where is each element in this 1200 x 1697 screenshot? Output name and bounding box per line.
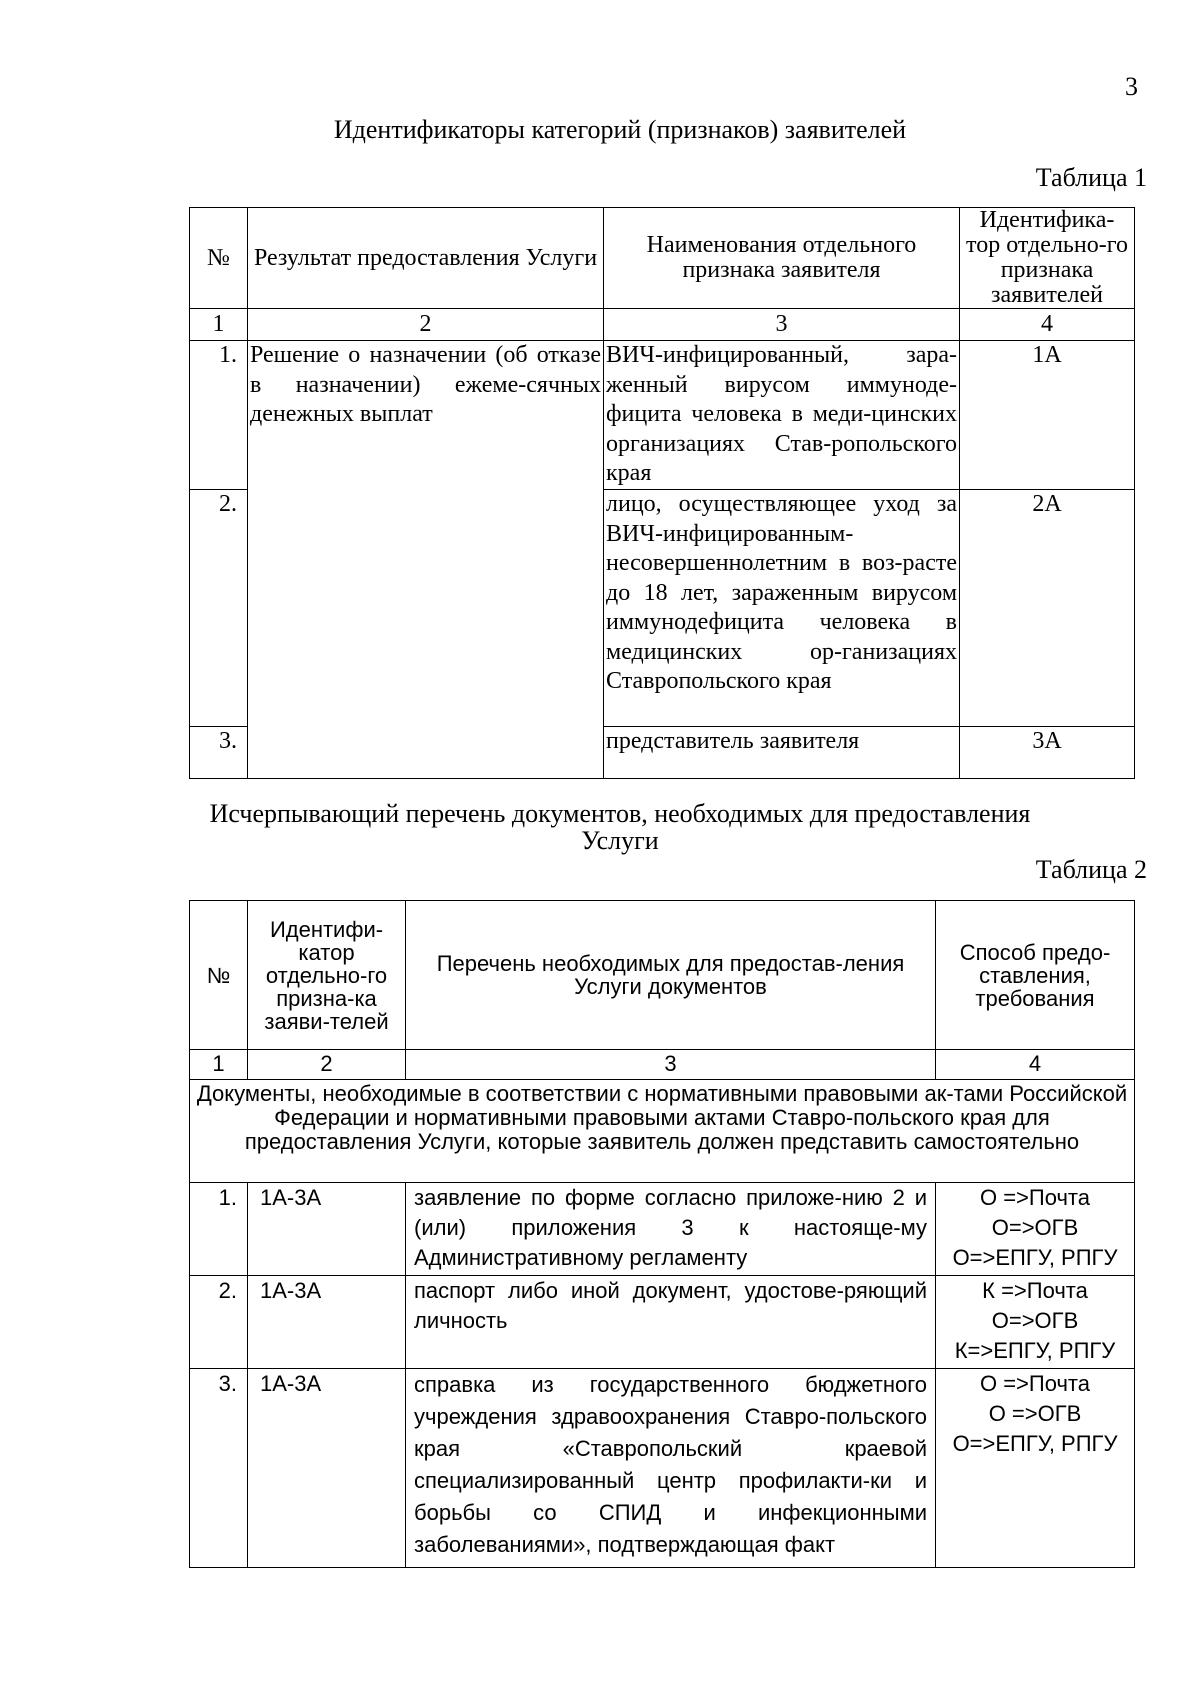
table2-label: Таблица 2 [1035,855,1147,884]
submission-method [936,1369,1135,1568]
table1-title: Идентификаторы категорий (признаков) заявителей [333,115,907,144]
table2-title: Исчерпывающий перечень документов, необходимых для предоставления Услуги [209,799,1031,855]
method-line: О =>Почта [979,1185,1090,1210]
section-header-row [190,1080,1135,1183]
column-number: 2 [248,309,604,341]
required-documents-table [189,900,1135,1568]
method-line: О =>ОГВ [988,1401,1082,1426]
method-line: О=>ОГВ [991,1215,1079,1240]
applicant-feature: лицо, осуществляющее уход за ВИЧ-инфицированным-несовершеннолетним в воз-расте до 18 лет, зараженным вирусом иммунодефицита человека в медицинских ор-ганизациях Ставропольского края [604,490,960,727]
header-cell: № [190,901,248,1050]
feature-identifier: 2А [960,490,1135,727]
header-cell: Результат предоставления Услуги [248,208,604,309]
column-number: 1 [190,1050,248,1080]
column-number: 2 [248,1050,406,1080]
method-line: О=>ОГВ [991,1308,1079,1333]
column-number: 3 [406,1050,936,1080]
column-number: 4 [960,309,1135,341]
document-description: паспорт либо иной документ, удостове-ряющий личность [406,1276,936,1369]
header-cell: Перечень необходимых для предостав-ления Услуги документов [406,901,936,1050]
method-line: К=>ЕПГУ, РПГУ [954,1338,1116,1363]
service-result: Решение о назначении (об отказе в назначении) ежеме-сячных денежных выплат [248,341,604,779]
column-number: 4 [936,1050,1135,1080]
column-number: 3 [604,309,960,341]
applicant-feature: представитель заявителя [604,727,960,779]
row-number: 2. [190,1276,248,1369]
table-header-row [190,901,1135,1050]
column-number-row [190,1050,1135,1080]
feature-identifier: 1А [960,341,1135,490]
row-number: 3. [190,727,248,779]
method-line: О=>ЕПГУ, РПГУ [952,1245,1118,1270]
row-number: 3. [190,1369,248,1568]
table-row [190,1276,1135,1369]
feature-identifier: 1А-3А [248,1369,406,1568]
section-header: Документы, необходимые в соответствии с нормативными правовыми ак-тами Российской Федерации и нормативными правовыми актами Ставро-польского края для предоставления Услуги, которые заявитель должен представить самостоятельно [190,1080,1135,1183]
applicant-categories-table [189,207,1135,779]
feature-identifier: 3А [960,727,1135,779]
table-header-row [190,208,1135,309]
applicant-feature: ВИЧ-инфицированный, зара-женный вирусом иммуноде-фицита человека в меди-цинских организациях Став-ропольского края [604,341,960,490]
page-number: 3 [1125,72,1138,101]
method-line: О =>Почта [979,1371,1090,1396]
header-cell: Способ предо-ставления, требования [936,901,1135,1050]
feature-identifier: 1А-3А [248,1183,406,1276]
table-row [190,1369,1135,1568]
column-number: 1 [190,309,248,341]
table-row [190,1183,1135,1276]
submission-method [936,1276,1135,1369]
feature-identifier: 1А-3А [248,1276,406,1369]
method-line: К =>Почта [982,1278,1088,1303]
header-cell: Наименования отдельного признака заявителя [604,208,960,309]
row-number: 1. [190,1183,248,1276]
method-line: О=>ЕПГУ, РПГУ [952,1431,1118,1456]
table-row [190,341,1135,490]
header-cell: № [190,208,248,309]
column-number-row [190,309,1135,341]
table1-label: Таблица 1 [1035,163,1147,192]
document-description: заявление по форме согласно приложе-нию 2 и (или) приложения 3 к настояще-му Административному регламенту [406,1183,936,1276]
row-number: 1. [190,341,248,490]
submission-method [936,1183,1135,1276]
header-cell: Идентифи-катор отдельно-го призна-ка заяви-телей [248,901,406,1050]
row-number: 2. [190,490,248,727]
document-description: справка из государственного бюджетного учреждения здравоохранения Ставро-польского края «Ставропольский краевой специализированный центр профилакти-ки и борьбы со СПИД и инфекционными заболеваниями», подтверждающая факт [406,1369,936,1568]
header-cell: Идентифика-тор отдельно-го признака заявителей [960,208,1135,309]
